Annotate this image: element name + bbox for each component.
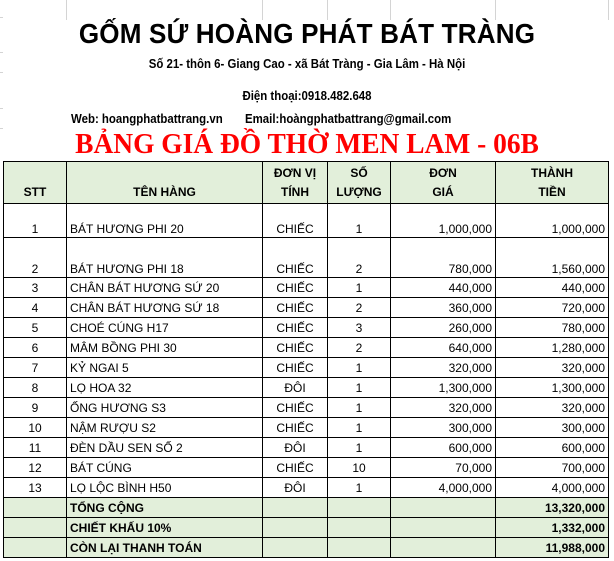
cell-name: LỌ LỘC BÌNH H50: [67, 478, 263, 498]
column-header-stt: STT: [4, 162, 67, 204]
cell-qty: 1: [328, 204, 391, 238]
cell-price: 640,000: [391, 338, 496, 358]
cell-unit: CHIẾC: [263, 358, 328, 378]
cell-stt: 11: [4, 438, 67, 458]
cell-unit: ĐÔI: [263, 478, 328, 498]
summary-row-balance-due: [4, 538, 609, 558]
cell-qty: 1: [328, 478, 391, 498]
cell-total: 1,000,000: [496, 204, 609, 238]
cell-qty: 2: [328, 338, 391, 358]
cell-empty: [328, 538, 391, 558]
cell-qty: 10: [328, 458, 391, 478]
summary-value: 13,320,000: [496, 498, 609, 518]
cell-qty: 2: [328, 238, 391, 278]
cell-price: 600,000: [391, 438, 496, 458]
cell-empty: [391, 538, 496, 558]
cell-price: 260,000: [391, 318, 496, 338]
table-row: [4, 378, 609, 398]
company-email: Email:hoàngphatbattrang@gmail.com: [245, 111, 452, 126]
cell-empty: [328, 518, 391, 538]
price-list-title: BẢNG GIÁ ĐỒ THỜ MEN LAM - 06B: [75, 129, 539, 160]
column-header-price: ĐƠN GIÁ: [391, 162, 496, 204]
sheet-gridline: [66, 0, 67, 20]
column-header-unit: ĐƠN VỊ TÍNH: [263, 162, 328, 204]
cell-total: 780,000: [496, 318, 609, 338]
summary-value: 1,332,000: [496, 518, 609, 538]
table-row: [4, 398, 609, 418]
cell-empty: [391, 518, 496, 538]
cell-stt: 8: [4, 378, 67, 398]
company-phone: Điện thoại:0918.482.648: [242, 88, 372, 103]
table-row: [4, 298, 609, 318]
sheet-gridline: [608, 0, 609, 20]
cell-stt: 5: [4, 318, 67, 338]
cell-stt: 10: [4, 418, 67, 438]
sheet-gridline: [0, 108, 3, 109]
cell-total: 700,000: [496, 458, 609, 478]
cell-total: 4,000,000: [496, 478, 609, 498]
company-name: GỐM SỨ HOÀNG PHÁT BÁT TRÀNG: [78, 18, 536, 49]
column-header-qty: SỐ LƯỢNG: [328, 162, 391, 204]
cell-unit: CHIẾC: [263, 278, 328, 298]
cell-unit: ĐÔI: [263, 438, 328, 458]
cell-stt: 12: [4, 458, 67, 478]
sheet-gridline: [327, 0, 328, 20]
cell-qty: 1: [328, 378, 391, 398]
table-row: [4, 418, 609, 438]
cell-price: 320,000: [391, 398, 496, 418]
table-row: [4, 478, 609, 498]
table-row: [4, 358, 609, 378]
cell-price: 4,000,000: [391, 478, 496, 498]
cell-total: 1,300,000: [496, 378, 609, 398]
cell-stt: 13: [4, 478, 67, 498]
cell-name: BÁT CÚNG: [67, 458, 263, 478]
cell-unit: CHIẾC: [263, 458, 328, 478]
cell-empty: [4, 498, 67, 518]
cell-qty: 3: [328, 318, 391, 338]
cell-empty: [328, 498, 391, 518]
sheet-gridline: [390, 0, 391, 20]
summary-label: CHIẾT KHẤU 10%: [67, 518, 263, 538]
cell-total: 1,560,000: [496, 238, 609, 278]
cell-unit: CHIẾC: [263, 318, 328, 338]
cell-price: 780,000: [391, 238, 496, 278]
cell-stt: 4: [4, 298, 67, 318]
cell-total: 320,000: [496, 358, 609, 378]
cell-empty: [391, 498, 496, 518]
cell-price: 1,300,000: [391, 378, 496, 398]
price-table: [3, 161, 609, 558]
cell-stt: 7: [4, 358, 67, 378]
cell-price: 1,000,000: [391, 204, 496, 238]
summary-label: CÒN LẠI THANH TOÁN: [67, 538, 263, 558]
cell-qty: 1: [328, 398, 391, 418]
cell-unit: ĐÔI: [263, 378, 328, 398]
cell-stt: 2: [4, 238, 67, 278]
cell-name: ỐNG HƯƠNG S3: [67, 398, 263, 418]
cell-stt: 6: [4, 338, 67, 358]
cell-price: 70,000: [391, 458, 496, 478]
table-row: [4, 458, 609, 478]
cell-total: 300,000: [496, 418, 609, 438]
summary-label: TỔNG CỘNG: [67, 498, 263, 518]
column-header-total: THÀNH TIỀN: [496, 162, 609, 204]
cell-unit: CHIẾC: [263, 204, 328, 238]
cell-unit: CHIẾC: [263, 338, 328, 358]
cell-price: 300,000: [391, 418, 496, 438]
cell-empty: [263, 518, 328, 538]
cell-qty: 1: [328, 358, 391, 378]
table-row: [4, 238, 609, 278]
sheet-gridline: [0, 52, 3, 53]
cell-qty: 1: [328, 418, 391, 438]
sheet-gridline: [262, 0, 263, 20]
cell-unit: CHIẾC: [263, 418, 328, 438]
cell-total: 320,000: [496, 398, 609, 418]
cell-empty: [263, 538, 328, 558]
column-header-name: TÊN HÀNG: [67, 162, 263, 204]
table-row: [4, 438, 609, 458]
cell-qty: 1: [328, 438, 391, 458]
cell-name: CHOÉ CÚNG H17: [67, 318, 263, 338]
cell-total: 1,280,000: [496, 338, 609, 358]
cell-name: ĐÈN DẦU SEN SỐ 2: [67, 438, 263, 458]
summary-row-discount: [4, 518, 609, 538]
cell-name: CHÂN BÁT HƯƠNG SỨ 20: [67, 278, 263, 298]
cell-name: NẬM RƯỢU S2: [67, 418, 263, 438]
cell-total: 600,000: [496, 438, 609, 458]
cell-name: LỌ HOA 32: [67, 378, 263, 398]
company-address: Số 21- thôn 6- Giang Cao - xã Bát Tràng - Gia Lâm - Hà Nội: [148, 56, 466, 71]
table-row: [4, 318, 609, 338]
cell-price: 320,000: [391, 358, 496, 378]
cell-stt: 9: [4, 398, 67, 418]
cell-name: BÁT HƯƠNG PHI 20: [67, 204, 263, 238]
cell-qty: 1: [328, 278, 391, 298]
sheet-gridline: [0, 128, 3, 129]
cell-stt: 3: [4, 278, 67, 298]
cell-name: BÁT HƯƠNG PHI 18: [67, 238, 263, 278]
summary-row-total: [4, 498, 609, 518]
table-header-row: [4, 162, 609, 204]
cell-empty: [263, 498, 328, 518]
cell-unit: CHIẾC: [263, 398, 328, 418]
cell-unit: CHIẾC: [263, 238, 328, 278]
cell-price: 440,000: [391, 278, 496, 298]
cell-total: 440,000: [496, 278, 609, 298]
cell-unit: CHIẾC: [263, 298, 328, 318]
company-website: Web: hoangphatbattrang.vn: [71, 111, 223, 126]
table-row: [4, 278, 609, 298]
summary-value: 11,988,000: [496, 538, 609, 558]
table-row: [4, 204, 609, 238]
sheet-gridline: [0, 72, 3, 73]
cell-name: CHÂN BÁT HƯƠNG SỨ 18: [67, 298, 263, 318]
cell-total: 720,000: [496, 298, 609, 318]
cell-name: MÂM BỒNG PHI 30: [67, 338, 263, 358]
cell-empty: [4, 538, 67, 558]
cell-name: KỶ NGAI 5: [67, 358, 263, 378]
cell-empty: [4, 518, 67, 538]
cell-price: 360,000: [391, 298, 496, 318]
sheet-gridline: [0, 17, 3, 18]
cell-qty: 2: [328, 298, 391, 318]
table-row: [4, 338, 609, 358]
sheet-gridline: [495, 0, 496, 20]
cell-stt: 1: [4, 204, 67, 238]
